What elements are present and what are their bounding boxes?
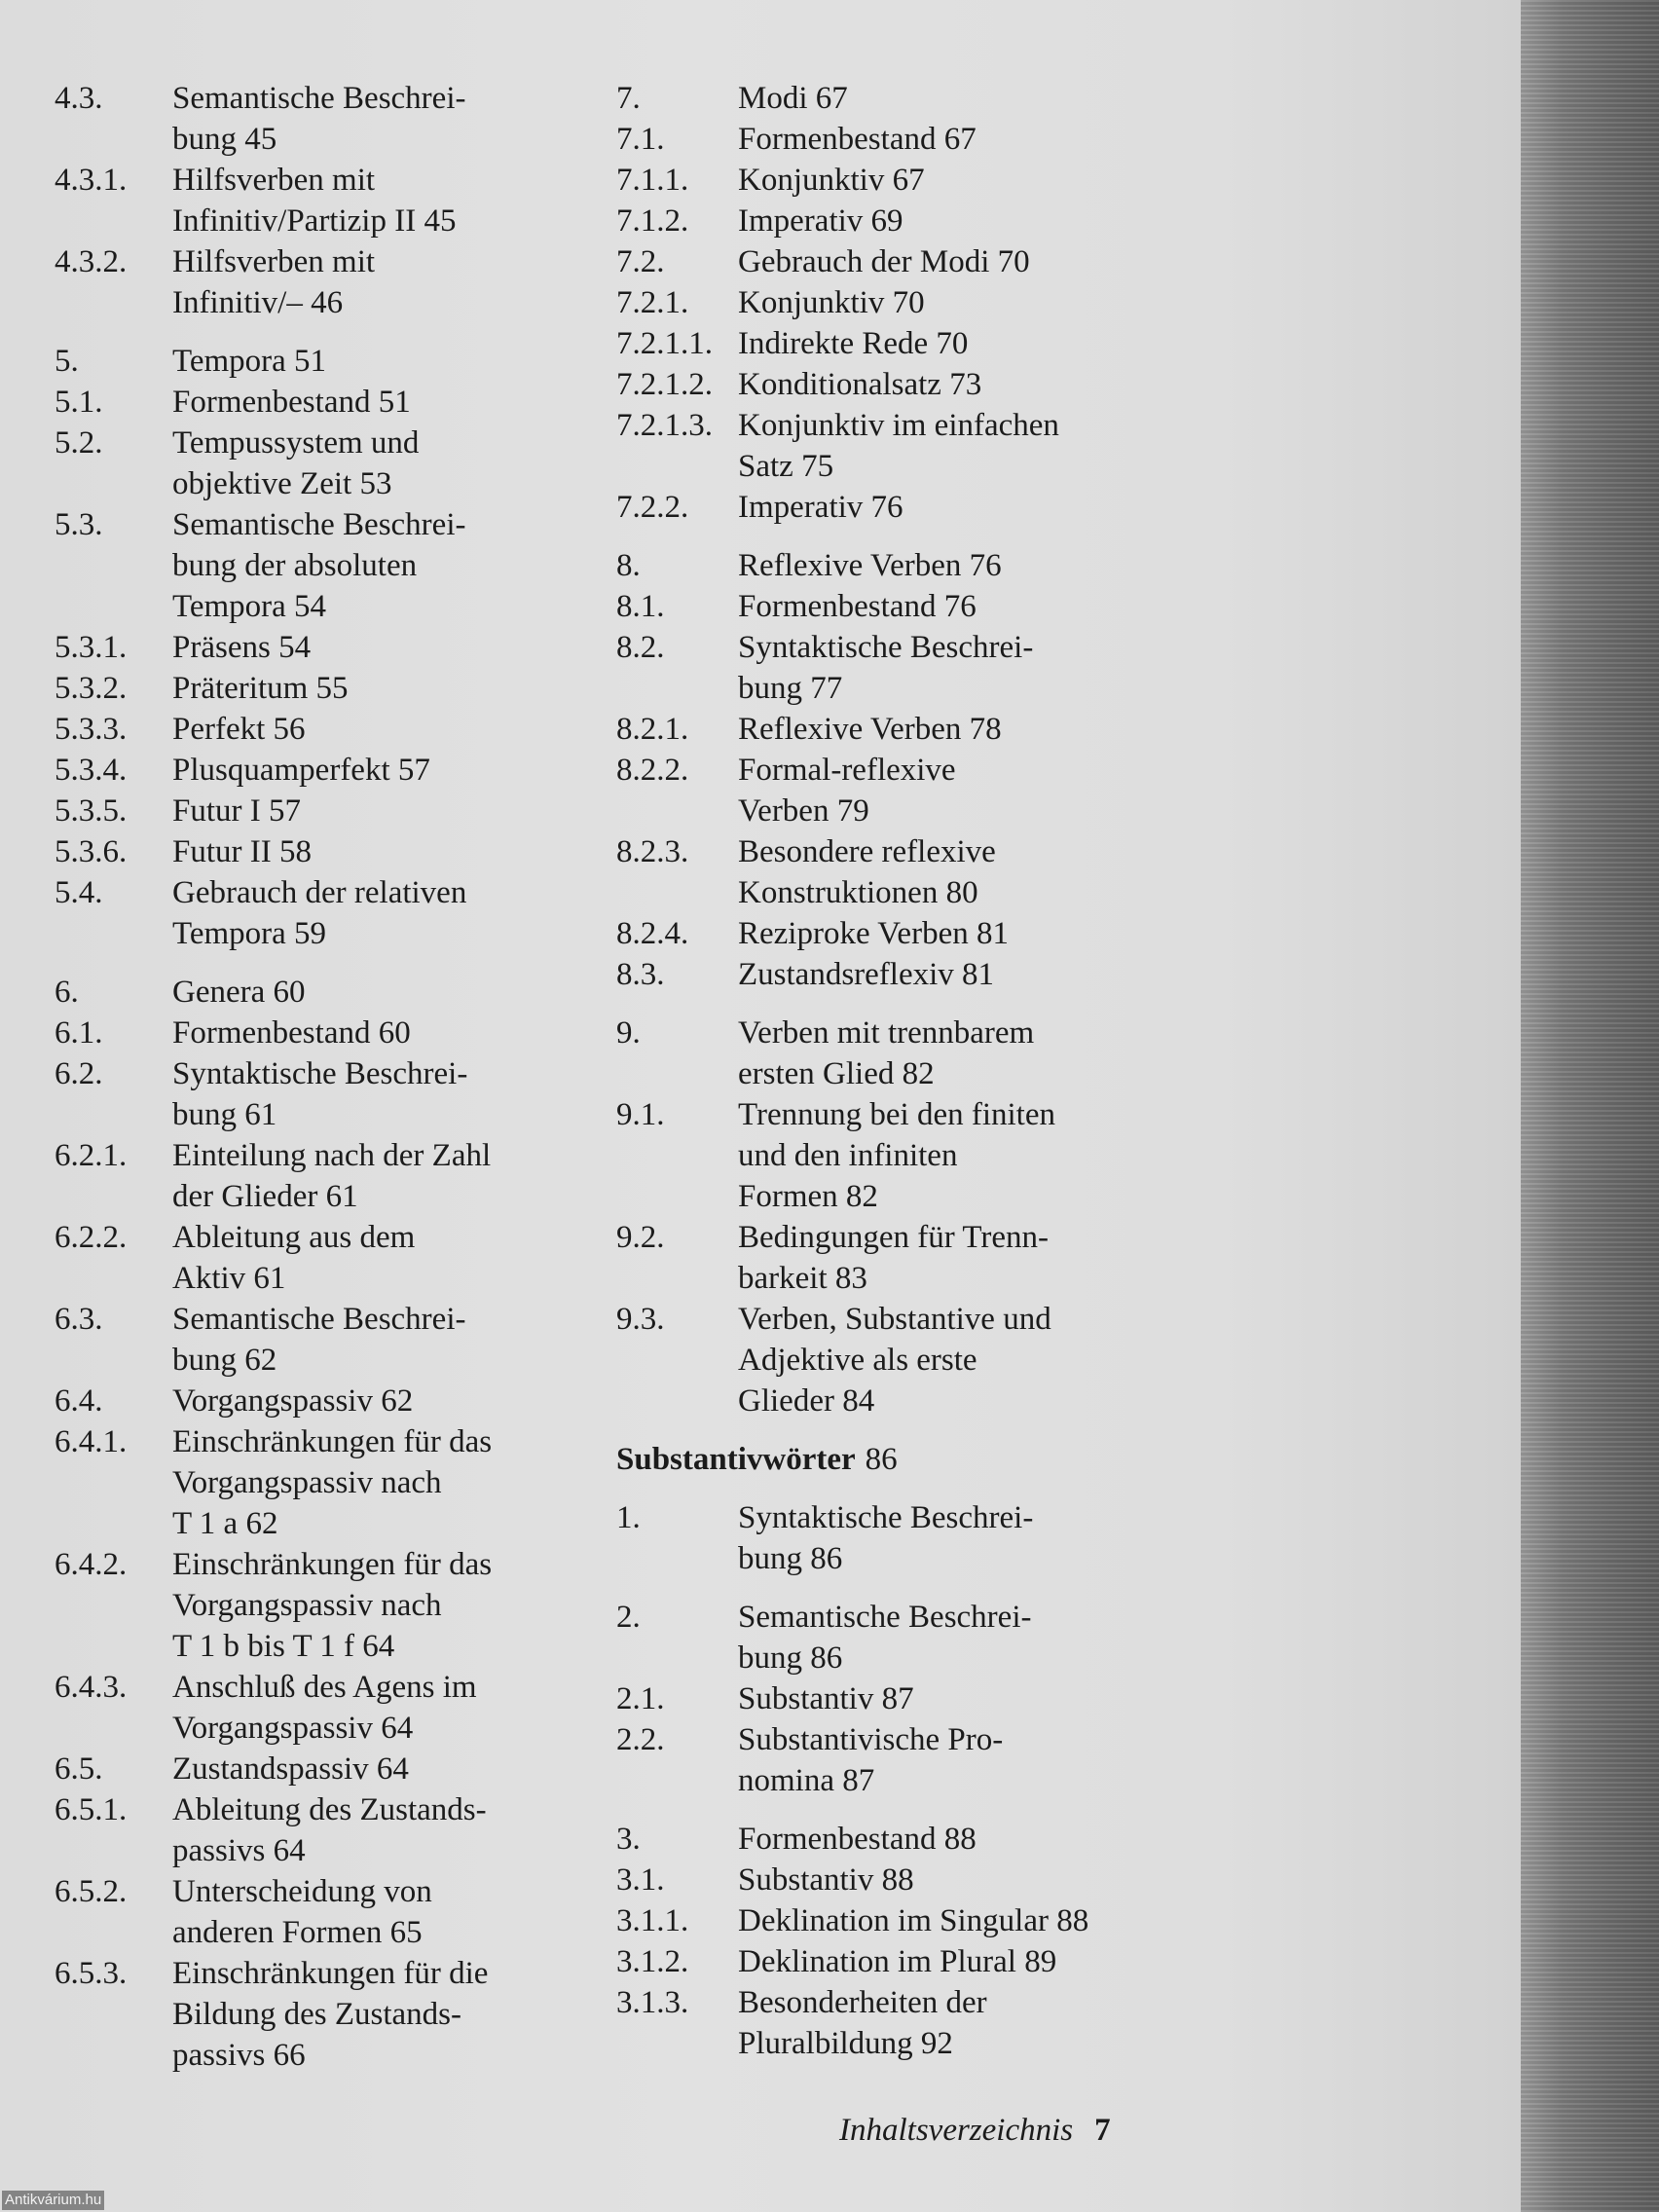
entry-number: 8.3. <box>616 957 665 992</box>
entry-line: Perfekt 56 <box>172 712 306 747</box>
entry-text <box>738 1719 1161 1801</box>
toc-entry <box>55 382 600 423</box>
toc-column-left <box>55 78 600 2076</box>
entry-line: bung 45 <box>172 122 277 157</box>
entry-text <box>172 791 600 831</box>
entry-line: ersten Glied 82 <box>738 1056 935 1091</box>
toc-entry <box>616 201 1161 241</box>
toc-entry <box>55 1053 600 1135</box>
running-title: Inhaltsverzeichnis <box>839 2113 1074 2148</box>
entry-line: Deklination im Plural 89 <box>738 1944 1057 1979</box>
page-number: 7 <box>1094 2113 1111 2148</box>
book-spine <box>1521 0 1659 2212</box>
entry-number: 6.3. <box>55 1302 103 1337</box>
entry-text <box>738 1941 1161 1982</box>
entry-text <box>738 750 1161 831</box>
toc-entry <box>616 1982 1161 2064</box>
entry-number: 7.2.1.2. <box>616 367 713 402</box>
entry-text <box>738 1678 1161 1719</box>
entry-line: Substantivische Pro- <box>738 1722 1004 1757</box>
toc-entry <box>55 1135 600 1217</box>
toc-entry <box>616 1597 1161 1678</box>
entry-text <box>172 241 600 323</box>
entry-line: Infinitiv/Partizip II 45 <box>172 203 457 239</box>
entry-number: 3. <box>616 1822 641 1857</box>
entry-line: Unterscheidung von <box>172 1874 432 1909</box>
entry-line: Vorgangspassiv nach <box>172 1465 442 1500</box>
entry-number: 7.2.1.1. <box>616 326 713 361</box>
toc-entry <box>616 1299 1161 1421</box>
entry-text <box>738 545 1161 586</box>
entry-line: Tempussystem und <box>172 425 420 461</box>
entry-number: 9.1. <box>616 1097 665 1132</box>
entry-number: 2.2. <box>616 1722 665 1757</box>
entry-text <box>172 1381 600 1421</box>
toc-entry <box>616 1094 1161 1217</box>
entry-number: 6. <box>55 975 79 1010</box>
toc-entry <box>55 831 600 872</box>
entry-line: Syntaktische Beschrei- <box>172 1056 468 1091</box>
entry-line: Konstruktionen 80 <box>738 875 978 910</box>
toc-entry <box>55 1421 600 1544</box>
entry-text <box>738 913 1161 954</box>
entry-line: objektive Zeit 53 <box>172 466 392 501</box>
entry-line: Verben, Substantive und <box>738 1302 1051 1337</box>
entry-line: der Glieder 61 <box>172 1179 358 1214</box>
toc-entry <box>616 545 1161 586</box>
toc-entry <box>55 1789 600 1871</box>
entry-text <box>738 1299 1161 1421</box>
toc-entry <box>616 487 1161 528</box>
entry-text <box>172 1217 600 1299</box>
entry-number: 5.3.4. <box>55 753 128 788</box>
toc-entry <box>616 405 1161 487</box>
entry-text <box>738 119 1161 160</box>
toc-entry <box>55 1217 600 1299</box>
entry-text <box>738 1013 1161 1094</box>
entry-number: 7.2.2. <box>616 490 689 525</box>
entry-line: bung 77 <box>738 671 843 706</box>
toc-entry <box>55 972 600 1013</box>
entry-line: Verben mit trennbarem <box>738 1015 1035 1051</box>
entry-number: 6.2. <box>55 1056 103 1091</box>
entry-number: 4.3. <box>55 81 103 116</box>
toc-entry <box>55 750 600 791</box>
entry-number: 5.3.6. <box>55 834 128 869</box>
toc-entry <box>616 954 1161 995</box>
toc-entry <box>616 1900 1161 1941</box>
entry-text <box>172 1789 600 1871</box>
entry-line: Infinitiv/– 46 <box>172 285 344 320</box>
entry-number: 6.2.2. <box>55 1220 128 1255</box>
entry-number: 4.3.1. <box>55 163 128 198</box>
entry-line: Syntaktische Beschrei- <box>738 630 1034 665</box>
entry-number: 6.5.1. <box>55 1792 128 1827</box>
entry-line: Einschränkungen für die <box>172 1956 489 1991</box>
toc-entry <box>616 1678 1161 1719</box>
entry-text <box>172 423 600 504</box>
entry-line: Tempora 54 <box>172 589 327 624</box>
entry-line: bung der absoluten <box>172 548 418 583</box>
entry-number: 3.1.2. <box>616 1944 689 1979</box>
entry-line: Deklination im Singular 88 <box>738 1903 1089 1938</box>
toc-entry <box>616 1719 1161 1801</box>
entry-number: 9.3. <box>616 1302 665 1337</box>
entry-text <box>738 627 1161 709</box>
entry-number: 3.1.3. <box>616 1985 689 2020</box>
entry-text <box>172 709 600 750</box>
toc-entry <box>616 160 1161 201</box>
entry-line: Konditionalsatz 73 <box>738 367 982 402</box>
entry-number: 6.1. <box>55 1015 103 1051</box>
entry-text <box>172 382 600 423</box>
toc-entry <box>616 78 1161 119</box>
entry-text <box>172 1667 600 1749</box>
entry-number: 3.1. <box>616 1862 665 1898</box>
entry-number: 5. <box>55 344 79 379</box>
entry-line: Futur II 58 <box>172 834 312 869</box>
entry-line: Ableitung des Zustands- <box>172 1792 487 1827</box>
entry-line: Imperativ 69 <box>738 203 903 239</box>
entry-text <box>172 504 600 627</box>
toc-entry <box>616 709 1161 750</box>
toc-entry <box>616 1941 1161 1982</box>
toc-entry <box>616 119 1161 160</box>
entry-text <box>738 78 1161 119</box>
entry-line: Tempora 51 <box>172 344 327 379</box>
entry-line: Einschränkungen für das <box>172 1547 493 1582</box>
entry-line: barkeit 83 <box>738 1261 867 1296</box>
toc-entry <box>616 282 1161 323</box>
toc-entry <box>616 750 1161 831</box>
page-footer <box>839 2111 1111 2150</box>
section-gap <box>55 323 600 341</box>
toc-entry <box>55 1013 600 1053</box>
entry-text <box>738 1217 1161 1299</box>
entry-line: passivs 64 <box>172 1833 306 1868</box>
entry-number: 3.1.1. <box>616 1903 689 1938</box>
entry-number: 6.5.3. <box>55 1956 128 1991</box>
entry-number: 7. <box>616 81 641 116</box>
entry-line: Reziproke Verben 81 <box>738 916 1009 951</box>
entry-line: Indirekte Rede 70 <box>738 326 969 361</box>
entry-number: 2.1. <box>616 1681 665 1716</box>
entry-line: Aktiv 61 <box>172 1261 286 1296</box>
entry-line: Trennung bei den finiten <box>738 1097 1055 1132</box>
entry-line: Substantiv 88 <box>738 1862 914 1898</box>
entry-text <box>172 831 600 872</box>
entry-line: Pluralbildung 92 <box>738 2026 953 2061</box>
entry-line: Vorgangspassiv 62 <box>172 1383 414 1419</box>
entry-line: T 1 b bis T 1 f 64 <box>172 1629 395 1664</box>
entry-text <box>172 668 600 709</box>
entry-line: Modi 67 <box>738 81 848 116</box>
toc-entry <box>616 1013 1161 1094</box>
toc-entry <box>55 423 600 504</box>
entry-number: 5.4. <box>55 875 103 910</box>
entry-number: 5.3.3. <box>55 712 128 747</box>
entry-text <box>172 872 600 954</box>
entry-text <box>172 750 600 791</box>
section-gap <box>616 1579 1161 1597</box>
entry-line: Formenbestand 88 <box>738 1822 977 1857</box>
entry-line: Präsens 54 <box>172 630 312 665</box>
entry-line: Satz 75 <box>738 449 834 484</box>
entry-text <box>172 160 600 241</box>
entry-number: 8. <box>616 548 641 583</box>
entry-number: 6.4.1. <box>55 1424 128 1459</box>
entry-number: 7.1.1. <box>616 163 689 198</box>
entry-text <box>738 201 1161 241</box>
entry-line: Substantiv 87 <box>738 1681 914 1716</box>
entry-line: bung 61 <box>172 1097 277 1132</box>
entry-text <box>738 954 1161 995</box>
entry-text <box>738 709 1161 750</box>
entry-line: Plusquamperfekt 57 <box>172 753 430 788</box>
entry-line: Syntaktische Beschrei- <box>738 1500 1034 1535</box>
toc-entry <box>55 504 600 627</box>
entry-text <box>738 831 1161 913</box>
entry-line: Konjunktiv 67 <box>738 163 925 198</box>
entry-line: Semantische Beschrei- <box>172 1302 466 1337</box>
entry-line: Gebrauch der Modi 70 <box>738 244 1030 279</box>
entry-text <box>172 627 600 668</box>
toc-entry <box>55 668 600 709</box>
entry-line: Besondere reflexive <box>738 834 996 869</box>
entry-line: bung 86 <box>738 1541 843 1576</box>
entry-line: Reflexive Verben 76 <box>738 548 1002 583</box>
toc-entry <box>55 709 600 750</box>
entry-number: 5.3. <box>55 507 103 542</box>
section-page: 86 <box>865 1442 898 1477</box>
toc-entry <box>55 1749 600 1789</box>
entry-text <box>172 341 600 382</box>
entry-line: Hilfsverben mit <box>172 163 376 198</box>
entry-number: 6.4.2. <box>55 1547 128 1582</box>
entry-number: 9.2. <box>616 1220 665 1255</box>
entry-line: T 1 a 62 <box>172 1506 278 1541</box>
entry-number: 5.2. <box>55 425 103 461</box>
toc-entry <box>616 831 1161 913</box>
toc-entry <box>616 913 1161 954</box>
toc-column-right <box>616 78 1161 2064</box>
toc-entry <box>616 586 1161 627</box>
entry-line: Vorgangspassiv nach <box>172 1588 442 1623</box>
toc-entry <box>616 1497 1161 1579</box>
entry-number: 8.2.1. <box>616 712 689 747</box>
entry-number: 8.2. <box>616 630 665 665</box>
entry-text <box>738 586 1161 627</box>
entry-line: Imperativ 76 <box>738 490 903 525</box>
section-gap <box>616 1480 1161 1497</box>
toc-entry <box>55 1381 600 1421</box>
entry-text <box>738 323 1161 364</box>
entry-text <box>738 1900 1161 1941</box>
toc-entry <box>55 1299 600 1381</box>
entry-number: 5.3.1. <box>55 630 128 665</box>
toc-entry <box>55 1871 600 1953</box>
entry-number: 8.2.3. <box>616 834 689 869</box>
entry-text <box>172 1871 600 1953</box>
entry-text <box>172 1053 600 1135</box>
toc-entry <box>55 160 600 241</box>
toc-entry <box>55 1953 600 2076</box>
entry-number: 8.2.2. <box>616 753 689 788</box>
entry-line: Adjektive als erste <box>738 1343 977 1378</box>
entry-text <box>172 1749 600 1789</box>
entry-line: Zustandsreflexiv 81 <box>738 957 995 992</box>
entry-number: 7.1. <box>616 122 665 157</box>
section-gap <box>55 954 600 972</box>
section-gap <box>616 1801 1161 1819</box>
entry-line: Formenbestand 67 <box>738 122 977 157</box>
toc-entry <box>616 364 1161 405</box>
entry-line: bung 86 <box>738 1641 843 1676</box>
entry-line: Bildung des Zustands- <box>172 1997 461 2032</box>
toc-entry <box>55 341 600 382</box>
entry-number: 6.5. <box>55 1751 103 1787</box>
entry-line: Semantische Beschrei- <box>738 1600 1032 1635</box>
entry-text <box>738 487 1161 528</box>
entry-number: 6.4. <box>55 1383 103 1419</box>
section-gap <box>616 1421 1161 1439</box>
entry-line: und den infiniten <box>738 1138 958 1173</box>
entry-text <box>172 1953 600 2076</box>
entry-number: 2. <box>616 1600 641 1635</box>
entry-text <box>738 405 1161 487</box>
entry-text <box>172 1421 600 1544</box>
entry-text <box>738 1982 1161 2064</box>
entry-line: Formenbestand 76 <box>738 589 977 624</box>
entry-line: Besonderheiten der <box>738 1985 987 2020</box>
entry-line: Futur I 57 <box>172 793 301 829</box>
entry-number: 8.1. <box>616 589 665 624</box>
entry-line: Hilfsverben mit <box>172 244 376 279</box>
entry-line: Verben 79 <box>738 793 869 829</box>
entry-text <box>738 1497 1161 1579</box>
entry-line: Formen 82 <box>738 1179 878 1214</box>
entry-line: Ableitung aus dem <box>172 1220 416 1255</box>
entry-text <box>172 1544 600 1667</box>
entry-text <box>172 1135 600 1217</box>
entry-text <box>738 1597 1161 1678</box>
toc-entry <box>616 241 1161 282</box>
entry-text <box>172 78 600 160</box>
entry-line: Vorgangspassiv 64 <box>172 1711 414 1746</box>
entry-number: 6.5.2. <box>55 1874 128 1909</box>
entry-text <box>172 972 600 1013</box>
toc-entry <box>55 78 600 160</box>
entry-line: Semantische Beschrei- <box>172 81 466 116</box>
toc-entry <box>616 1860 1161 1900</box>
entry-line: passivs 66 <box>172 2038 306 2073</box>
entry-line: Tempora 59 <box>172 916 327 951</box>
section-gap <box>616 995 1161 1013</box>
entry-line: nomina 87 <box>738 1763 875 1798</box>
entry-number: 8.2.4. <box>616 916 689 951</box>
entry-text <box>738 1860 1161 1900</box>
toc-section-heading <box>616 1439 1161 1480</box>
entry-text <box>172 1299 600 1381</box>
entry-text <box>172 1013 600 1053</box>
toc-entry <box>616 1217 1161 1299</box>
entry-number: 5.1. <box>55 385 103 420</box>
toc-entry <box>616 627 1161 709</box>
entry-line: Genera 60 <box>172 975 306 1010</box>
entry-line: Einteilung nach der Zahl <box>172 1138 492 1173</box>
entry-line: Konjunktiv 70 <box>738 285 925 320</box>
toc-entry <box>616 1819 1161 1860</box>
watermark: Antikvárium.hu <box>2 2191 104 2210</box>
toc-entry <box>55 627 600 668</box>
entry-text <box>738 282 1161 323</box>
entry-line: Formal-reflexive <box>738 753 956 788</box>
toc-entry <box>616 323 1161 364</box>
entry-number: 9. <box>616 1015 641 1051</box>
section-gap <box>616 528 1161 545</box>
entry-number: 5.3.2. <box>55 671 128 706</box>
entry-text <box>738 364 1161 405</box>
entry-line: Zustandspassiv 64 <box>172 1751 409 1787</box>
entry-number: 7.2.1.3. <box>616 408 713 443</box>
entry-line: bung 62 <box>172 1343 277 1378</box>
entry-number: 6.2.1. <box>55 1138 128 1173</box>
entry-number: 7.2.1. <box>616 285 689 320</box>
entry-number: 1. <box>616 1500 641 1535</box>
entry-line: Glieder 84 <box>738 1383 875 1419</box>
entry-line: Konjunktiv im einfachen <box>738 408 1059 443</box>
entry-line: Reflexive Verben 78 <box>738 712 1002 747</box>
toc-entry <box>55 872 600 954</box>
entry-line: Formenbestand 60 <box>172 1015 411 1051</box>
entry-line: anderen Formen 65 <box>172 1915 423 1950</box>
entry-text <box>738 1094 1161 1217</box>
entry-number: 5.3.5. <box>55 793 128 829</box>
entry-text <box>738 241 1161 282</box>
toc-entry <box>55 1667 600 1749</box>
entry-number: 4.3.2. <box>55 244 128 279</box>
entry-line: Formenbestand 51 <box>172 385 411 420</box>
entry-line: Semantische Beschrei- <box>172 507 466 542</box>
toc-entry <box>55 791 600 831</box>
entry-number: 7.2. <box>616 244 665 279</box>
entry-line: Gebrauch der relativen <box>172 875 467 910</box>
entry-line: Bedingungen für Trenn- <box>738 1220 1049 1255</box>
section-title: Substantivwörter <box>616 1442 856 1477</box>
entry-text <box>738 160 1161 201</box>
entry-line: Präteritum 55 <box>172 671 349 706</box>
entry-text <box>738 1819 1161 1860</box>
toc-entry <box>55 1544 600 1667</box>
entry-number: 6.4.3. <box>55 1670 128 1705</box>
entry-line: Anschluß des Agens im <box>172 1670 477 1705</box>
entry-line: Einschränkungen für das <box>172 1424 493 1459</box>
toc-entry <box>55 241 600 323</box>
entry-number: 7.1.2. <box>616 203 689 239</box>
